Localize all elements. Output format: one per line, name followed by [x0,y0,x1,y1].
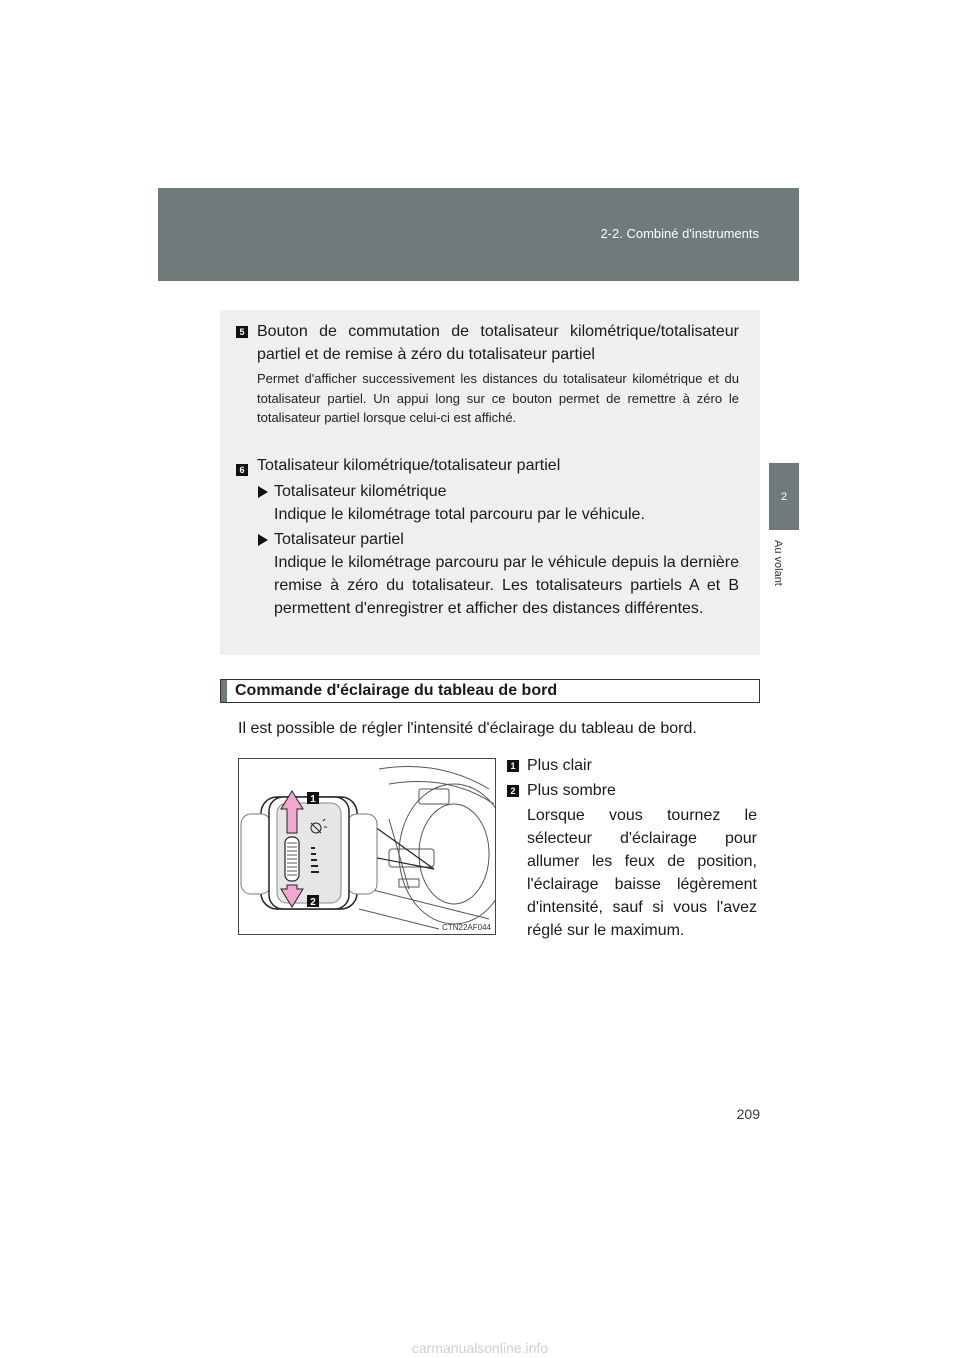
info-box [220,310,760,655]
badge-2-icon: 2 [507,785,519,797]
section-header-text: 2-2. Combiné d'instruments [600,226,759,241]
bullet-trip-title: Totalisateur partiel [274,531,404,548]
chapter-label [770,540,798,610]
bullet-trip-meter [274,528,739,620]
badge-1-icon: 1 [507,760,519,772]
callout-1-label: 1 [310,794,316,805]
badge-5-icon: 5 [236,326,248,338]
legend-note: Lorsque vous tournez le sélecteur d'éclairage pour allumer les feux de position, l'éclairage baisse légèrement d'intensité, sauf si vous l'avez réglé sur le maximum. [527,807,757,939]
badge-6-icon: 6 [236,464,248,476]
chapter-number: 2 [780,491,788,503]
section-intro: Il est possible de régler l'intensité d'éclairage du tableau de bord. [238,720,697,737]
chapter-label-text: Au volant [772,540,784,586]
item5-description: Permet d'afficher successivement les distances du totalisateur kilométrique et du totalisateur partiel. Un appui long sur ce bouton permet de remettre à zéro le totalisateur partiel lorsque celui-ci est affiché. [257,371,739,425]
legend-item1-label: Plus clair [527,757,592,774]
figure-code: CTN22AF044 [442,923,491,932]
section-heading-marker [221,680,227,702]
bullet-odometer-text: Indique le kilométrage total parcouru par le véhicule. [274,506,645,523]
section-heading [220,679,760,703]
section-heading-title: Commande d'éclairage du tableau de bord [235,682,558,699]
watermark: carmanualsonline.info [411,1340,549,1356]
triangle-bullet-icon [258,534,268,546]
legend-item2-label: Plus sombre [527,782,616,799]
item6-title: Totalisateur kilométrique/totalisateur partiel [257,457,561,474]
chapter-tab [769,463,799,530]
dimmer-figure [238,758,496,935]
header-band [158,188,799,281]
triangle-bullet-icon [258,486,268,498]
bullet-odometer-title: Totalisateur kilométrique [274,483,447,500]
bullet-odometer [274,480,739,526]
bullet-trip-text: Indique le kilométrage parcouru par le véhicule depuis la dernière remise à zéro du totalisateur. Les totalisateurs partiels A et B permettent d'enregistrer et afficher des distances différentes. [274,554,739,617]
callout-2-label: 2 [310,897,316,908]
page-number: 209 [736,1106,760,1122]
dashboard-illustration [239,759,495,934]
item5-title: Bouton de commutation de totalisateur kilométrique/totalisateur partiel et de remise à zéro du totalisateur partiel [257,323,739,363]
